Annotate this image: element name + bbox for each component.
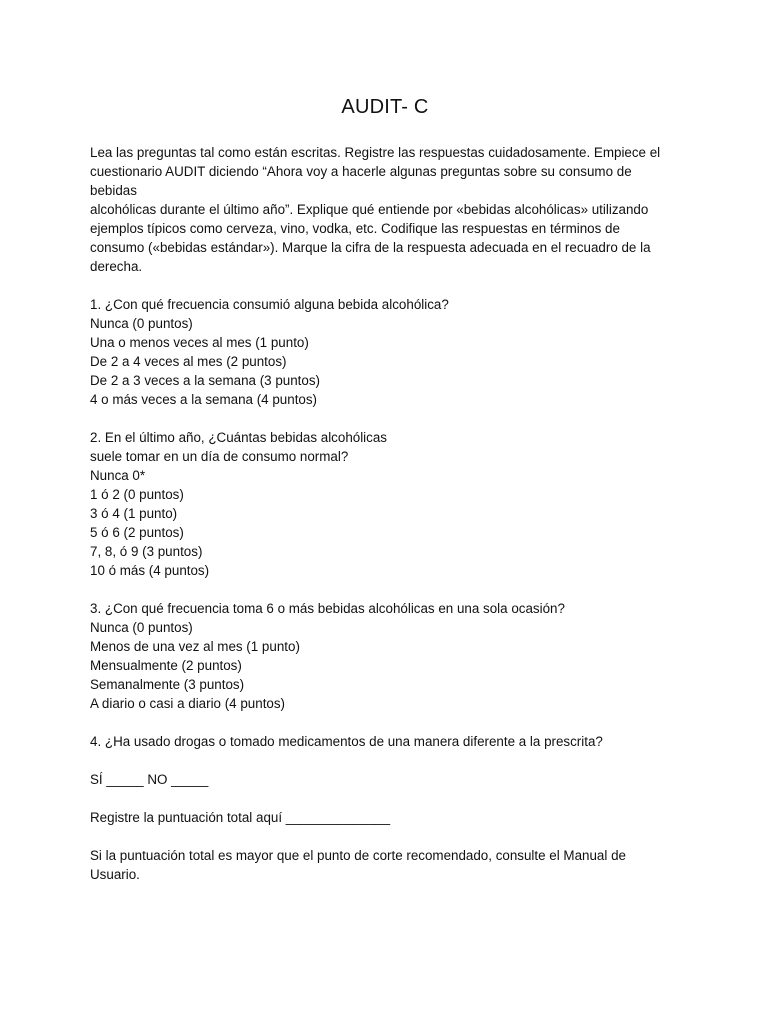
question-2-text: suele tomar en un día de consumo normal? bbox=[90, 449, 349, 464]
intro-line: derecha. bbox=[90, 259, 143, 274]
question-2-option: 7, 8, ó 9 (3 puntos) bbox=[90, 544, 203, 559]
intro-line: ejemplos típicos como cerveza, vino, vodka, etc. Codifique las respuestas en términos de bbox=[90, 221, 620, 236]
spacer bbox=[90, 276, 680, 295]
document-title: AUDIT- C bbox=[341, 96, 429, 118]
question-4-text: 4. ¿Ha usado drogas o tomado medicamentos de una manera diferente a la prescrita? bbox=[90, 734, 603, 749]
spacer bbox=[90, 713, 680, 732]
spacer bbox=[90, 751, 680, 770]
spacer bbox=[90, 827, 680, 846]
closing-line: Usuario. bbox=[90, 867, 140, 882]
total-score-line: Registre la puntuación total aquí ______________ bbox=[90, 810, 391, 825]
question-1 bbox=[90, 295, 680, 409]
question-4 bbox=[90, 732, 680, 789]
question-3-option: Mensualmente (2 puntos) bbox=[90, 658, 242, 673]
question-2-option: 3 ó 4 (1 punto) bbox=[90, 506, 178, 521]
question-3 bbox=[90, 599, 680, 713]
question-2 bbox=[90, 428, 680, 580]
intro-line: Lea las preguntas tal como están escritas. Registre las respuestas cuidadosamente. Empiece el bbox=[90, 145, 661, 160]
spacer bbox=[90, 580, 680, 599]
spacer bbox=[90, 789, 680, 808]
question-2-option: 5 ó 6 (2 puntos) bbox=[90, 525, 184, 540]
question-1-option: 4 o más veces a la semana (4 puntos) bbox=[90, 392, 318, 407]
question-3-text: 3. ¿Con qué frecuencia toma 6 o más bebidas alcohólicas en una sola ocasión? bbox=[90, 601, 565, 616]
closing-line: Si la puntuación total es mayor que el punto de corte recomendado, consulte el Manual de bbox=[90, 848, 626, 863]
question-2-option: 1 ó 2 (0 puntos) bbox=[90, 487, 184, 502]
question-1-option: Nunca (0 puntos) bbox=[90, 316, 193, 331]
question-1-option: De 2 a 4 veces al mes (2 puntos) bbox=[90, 354, 287, 369]
document-page bbox=[90, 95, 680, 884]
intro-paragraph bbox=[90, 143, 680, 276]
question-2-option: Nunca 0* bbox=[90, 468, 146, 483]
intro-line: bebidas bbox=[90, 183, 137, 198]
question-1-text: 1. ¿Con qué frecuencia consumió alguna bebida alcohólica? bbox=[90, 297, 449, 312]
question-1-option: De 2 a 3 veces a la semana (3 puntos) bbox=[90, 373, 321, 388]
question-2-option: 10 ó más (4 puntos) bbox=[90, 563, 210, 578]
question-2-text: 2. En el último año, ¿Cuántas bebidas alcohólicas bbox=[90, 430, 388, 445]
intro-line: consumo («bebidas estándar»). Marque la cifra de la respuesta adecuada en el recuadro de la bbox=[90, 240, 651, 255]
intro-line: cuestionario AUDIT diciendo “Ahora voy a hacerle algunas preguntas sobre su consumo de bbox=[90, 164, 632, 179]
question-3-option: Menos de una vez al mes (1 punto) bbox=[90, 639, 300, 654]
question-3-option: A diario o casi a diario (4 puntos) bbox=[90, 696, 286, 711]
intro-line: alcohólicas durante el último año”. Explique qué entiende por «bebidas alcohólicas» utilizando bbox=[90, 202, 649, 217]
question-1-option: Una o menos veces al mes (1 punto) bbox=[90, 335, 309, 350]
question-4-answer-blanks: SÍ _____ NO _____ bbox=[90, 772, 209, 787]
question-3-option: Semanalmente (3 puntos) bbox=[90, 677, 245, 692]
closing-paragraph bbox=[90, 846, 680, 884]
spacer bbox=[90, 409, 680, 428]
question-3-option: Nunca (0 puntos) bbox=[90, 620, 193, 635]
